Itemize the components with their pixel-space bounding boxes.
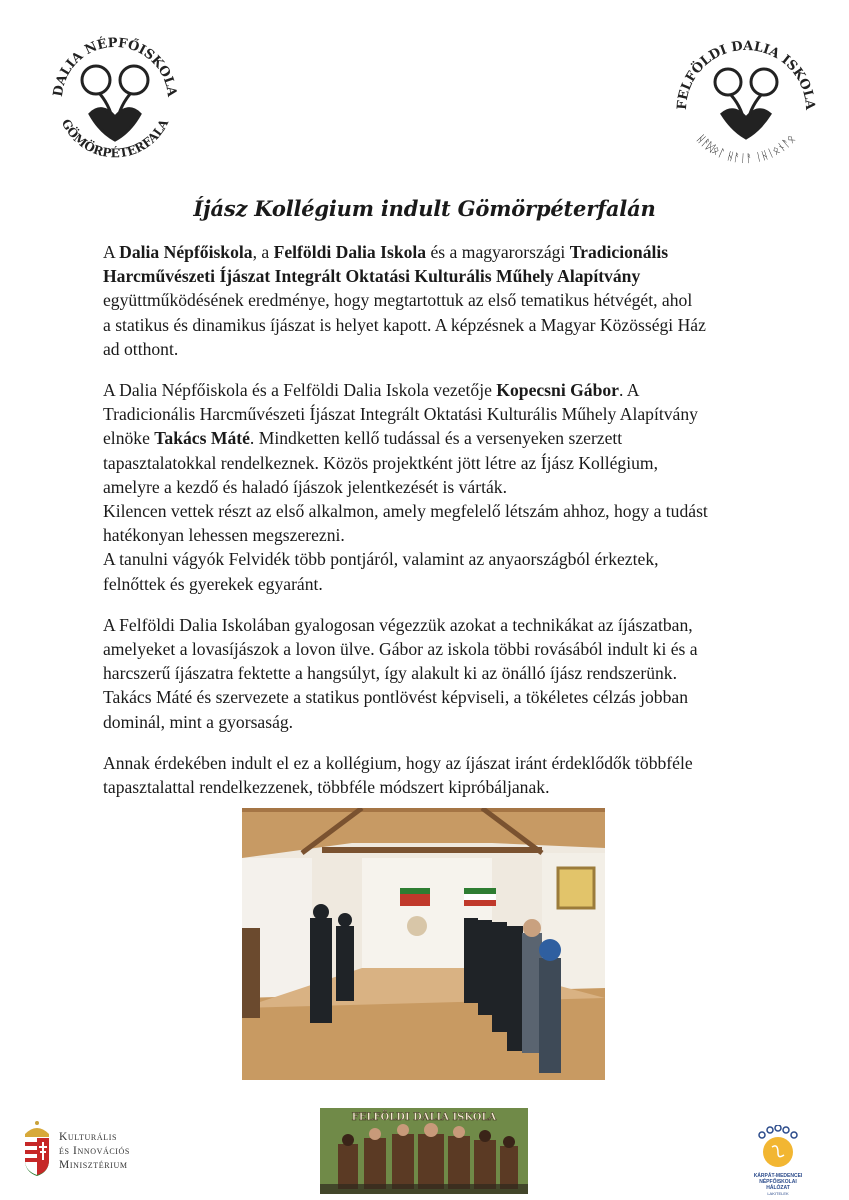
- paragraph-line: [103, 337, 783, 361]
- text-run: A Dalia Népfőiskola és a Felföldi Dalia Iskola vezetője: [103, 380, 497, 401]
- paragraph-line: [103, 313, 783, 337]
- paragraph-line: [103, 710, 783, 734]
- svg-text:GÖMÖRPÉTERFALA: GÖMÖRPÉTERFALA: [58, 116, 172, 161]
- paragraph-line: [103, 451, 783, 475]
- text-run: amelyeket a lovasíjászok a lovon ülve. Gábor az iskola többi rovásából indult ki és a: [103, 639, 698, 660]
- text-run: tapasztalatokkal rendelkeznek. Közös projektként jött létre az Íjász Kollégium,: [103, 452, 658, 473]
- article-paragraph: [103, 378, 783, 596]
- bold-text: Harcművészeti Íjászat Integrált Oktatási Kulturális Műhely Alapítvány: [103, 266, 641, 287]
- text-run: harcszerű íjászatra fektette a hangsúlyt, így alakult ki az önálló íjász rendszerünk.: [103, 663, 678, 684]
- paragraph-line: [103, 240, 783, 264]
- network-name-line: KÁRPÁT-MEDENCEI: [753, 1173, 803, 1179]
- text-run: . A: [618, 380, 640, 401]
- text-run: hatékonyan lehessen megszerezni.: [103, 525, 345, 546]
- text-run: együttműködésének eredménye, hogy megtartottuk az első tematikus hétvégét, ahol: [103, 290, 693, 311]
- text-run: és a magyarországi: [426, 242, 570, 262]
- paragraph-line: [103, 637, 783, 661]
- paragraph-line: [103, 572, 783, 596]
- article-paragraph: [103, 613, 783, 734]
- bold-text: Dalia Népfőiskola: [119, 242, 253, 262]
- text-run: felnőttek és gyerekek egyaránt.: [103, 573, 323, 594]
- paragraph-line: [103, 523, 783, 547]
- bold-text: Tradicionális: [569, 242, 669, 262]
- svg-text:DALIA NÉPFŐISKOLA: DALIA NÉPFŐISKOLA: [50, 35, 180, 98]
- paragraph-line: [103, 499, 783, 523]
- text-run: amelyre a kezdő és haladó íjászok jelentkezését is várták.: [103, 476, 507, 497]
- ministry-name-line: és Innovációs: [59, 1145, 130, 1157]
- paragraph-line: [103, 775, 783, 799]
- article-paragraph: [103, 240, 783, 361]
- network-name-line: LAKITELEK: [767, 1191, 789, 1196]
- text-run: . Mindketten kellő tudással és a versenyeken szerzett: [249, 428, 623, 449]
- text-run: A: [103, 242, 120, 262]
- text-run: A Felföldi Dalia Iskolában gyalogosan végezzük azokat a technikákat az íjászatban,: [103, 614, 693, 635]
- paragraph-line: [103, 751, 783, 775]
- dalia-nepfoiskola-logo: [40, 22, 190, 172]
- text-run: Kilencen vettek részt az első alkalmon, amely megfelelő létszám ahhoz, hogy a tudást: [103, 501, 708, 522]
- text-run: ad otthont.: [103, 338, 179, 359]
- felfoldi-dalia-iskola-banner: [320, 1108, 528, 1194]
- text-run: dominál, mint a gyorsaság.: [103, 711, 294, 732]
- hungarian-coat-of-arms-icon: [22, 1120, 52, 1178]
- svg-text:FELFÖLDI DALIA ISKOLA: FELFÖLDI DALIA ISKOLA: [674, 38, 818, 111]
- paragraph-line: [103, 661, 783, 685]
- ministry-name-line: Kulturális: [59, 1131, 118, 1143]
- paragraph-line: [103, 426, 783, 450]
- paragraph-line: [103, 264, 783, 288]
- text-run: elnöke: [103, 428, 155, 449]
- text-run: Tradicionális Harcművészeti Íjászat Integrált Oktatási Kulturális Műhely Alapítvány: [103, 404, 698, 425]
- text-run: A tanulni vágyók Felvidék több pontjáról, valamint az anyaországból érkeztek,: [103, 549, 659, 570]
- article-title: Íjász Kollégium indult Gömörpéterfalán: [193, 196, 656, 221]
- text-run: tapasztalattal rendelkezzenek, többféle módszert kipróbáljanak.: [103, 777, 550, 798]
- paragraph-line: [103, 402, 783, 426]
- paragraph-line: [103, 613, 783, 637]
- bold-text: Kopecsni Gábor: [496, 380, 619, 401]
- text-run: , a: [252, 242, 274, 262]
- svg-text:ᚺᚨᛞᛟᛚ ᚺᚨᛁᚨ ᛁᚺᛁᛟᚾᚨᛟ: ᚺᚨᛞᛟᛚ ᚺᚨᛁᚨ ᛁᚺᛁᛟᚾᚨᛟ: [694, 132, 798, 166]
- archery-class-photo: [242, 808, 605, 1080]
- article-body: [103, 240, 783, 816]
- ministry-logo: [22, 1120, 162, 1180]
- karpat-medencei-nepfoiskolai-halozat-logo: [748, 1125, 808, 1196]
- bold-text: Felföldi Dalia Iskola: [273, 242, 427, 262]
- paragraph-line: [103, 288, 783, 312]
- felfoldi-dalia-iskola-logo: [668, 30, 823, 175]
- network-emblem-icon: [756, 1125, 800, 1169]
- text-run: Annak érdekében indult el ez a kollégium, hogy az íjászat iránt érdeklődők többféle: [103, 752, 693, 773]
- ministry-name-line: Minisztérium: [59, 1159, 128, 1171]
- paragraph-line: [103, 475, 783, 499]
- paragraph-line: [103, 378, 783, 402]
- network-name-line: NÉPFŐISKOLAI HÁLÓZAT: [759, 1179, 797, 1191]
- paragraph-line: [103, 547, 783, 571]
- bold-text: Takács Máté: [154, 428, 250, 449]
- text-run: Takács Máté és szervezete a statikus pontlövést képviseli, a tökéletes célzás jobban: [103, 687, 689, 708]
- text-run: a statikus és dinamikus íjászat is helyet kapott. A képzésnek a Magyar Közösségi Ház: [103, 314, 706, 335]
- article-paragraph: [103, 751, 783, 799]
- paragraph-line: [103, 685, 783, 709]
- svg-text:FELFÖLDI DALIA ISKOLA: FELFÖLDI DALIA ISKOLA: [351, 1112, 497, 1123]
